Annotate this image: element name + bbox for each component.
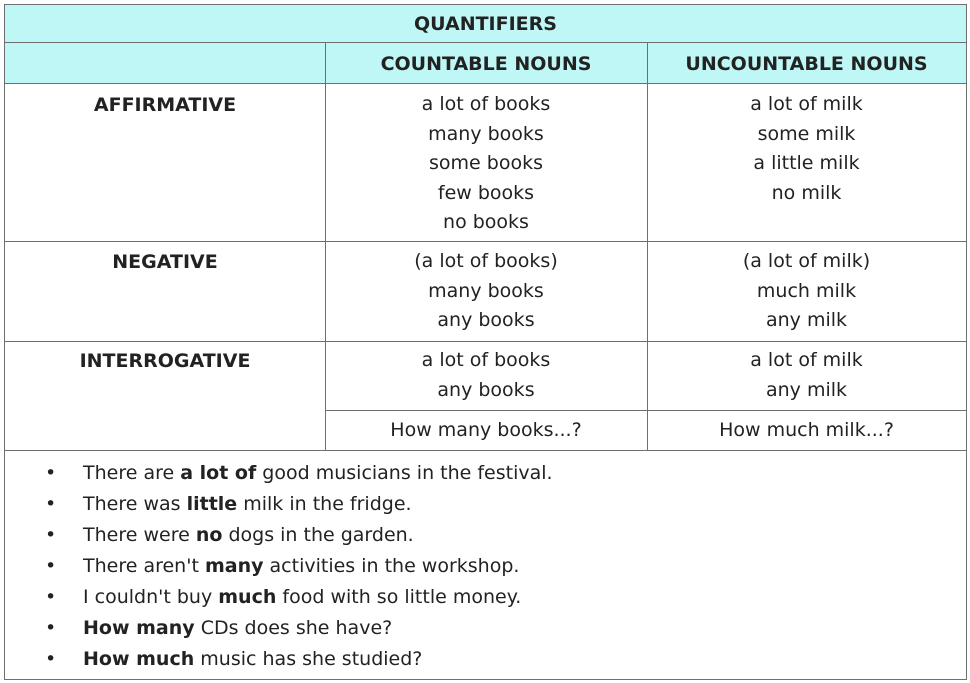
question-uncountable: How much milk...? (719, 419, 894, 441)
cell-line: a little milk (753, 152, 860, 174)
divider (5, 341, 966, 342)
example-text: There aren't (83, 555, 205, 577)
example-text: dogs in the garden. (222, 524, 414, 546)
example-bold: a lot of (180, 462, 257, 484)
cell-line: a lot of books (421, 349, 551, 371)
interrogative-uncountable-cell (647, 346, 966, 405)
example-text: I couldn't buy (83, 586, 219, 608)
divider (5, 83, 966, 84)
cell-line: any books (437, 309, 535, 331)
cell-line: some books (429, 152, 543, 174)
column-divider (647, 43, 648, 450)
divider (5, 450, 966, 451)
title-row (5, 5, 966, 42)
table-title: QUANTIFIERS (414, 13, 557, 35)
cell-line: many books (428, 122, 544, 145)
column-header-row (5, 43, 966, 83)
bullet-icon: • (45, 617, 57, 639)
bullet-icon: • (45, 648, 57, 670)
example-text: activities in the workshop. (263, 555, 520, 577)
negative-countable-cell (325, 247, 647, 336)
row-label-interrogative: INTERROGATIVE (79, 350, 251, 372)
cell-line: a lot of milk (750, 93, 863, 115)
example-bold: much (218, 586, 277, 608)
cell-line: any books (437, 378, 535, 401)
example-bold: little (186, 493, 238, 515)
cell-line: no books (443, 211, 529, 233)
example-text: There was (83, 493, 187, 515)
column-divider (325, 43, 326, 450)
cell-line: a lot of milk (750, 349, 863, 371)
negative-uncountable-cell (647, 247, 966, 336)
row-label-negative: NEGATIVE (112, 251, 218, 273)
column-header-uncountable: UNCOUNTABLE NOUNS (685, 53, 928, 75)
cell-line: any milk (765, 309, 848, 331)
example-text: There are (83, 462, 181, 484)
bullet-icon: • (45, 586, 57, 608)
cell-line: (a lot of milk) (742, 250, 871, 272)
cell-line: a lot of books (421, 93, 551, 115)
cell-line: some milk (757, 122, 856, 145)
example-text: good musicians in the festival. (256, 462, 553, 484)
example-text: There were (83, 524, 196, 546)
divider (325, 410, 966, 411)
question-countable: How many books...? (390, 419, 582, 441)
example-bold: no (195, 524, 223, 546)
cell-line: many books (428, 279, 544, 302)
cell-line: (a lot of books) (414, 250, 558, 272)
cell-line: much milk (756, 279, 857, 302)
affirmative-uncountable-cell (647, 90, 966, 208)
cell-line: any milk (765, 378, 848, 401)
example-text: food with so little money. (276, 586, 522, 608)
bullet-icon: • (45, 493, 57, 515)
example-bold: How much (83, 648, 195, 670)
affirmative-countable-cell (325, 90, 647, 238)
example-bold: How many (83, 617, 195, 639)
row-label-affirmative: AFFIRMATIVE (93, 94, 237, 116)
example-text: CDs does she have? (194, 617, 393, 639)
interrogative-countable-cell (325, 346, 647, 405)
bullet-icon: • (45, 555, 57, 577)
divider (5, 241, 966, 242)
cell-line: no milk (771, 181, 842, 204)
example-text: music has she studied? (194, 648, 423, 670)
example-text: milk in the fridge. (237, 493, 412, 515)
cell-line: few books (437, 181, 535, 204)
example-bold: many (204, 555, 264, 577)
bullet-icon: • (45, 462, 57, 484)
column-header-countable: COUNTABLE NOUNS (380, 53, 592, 75)
bullet-icon: • (45, 524, 57, 546)
quantifiers-table (4, 4, 967, 680)
